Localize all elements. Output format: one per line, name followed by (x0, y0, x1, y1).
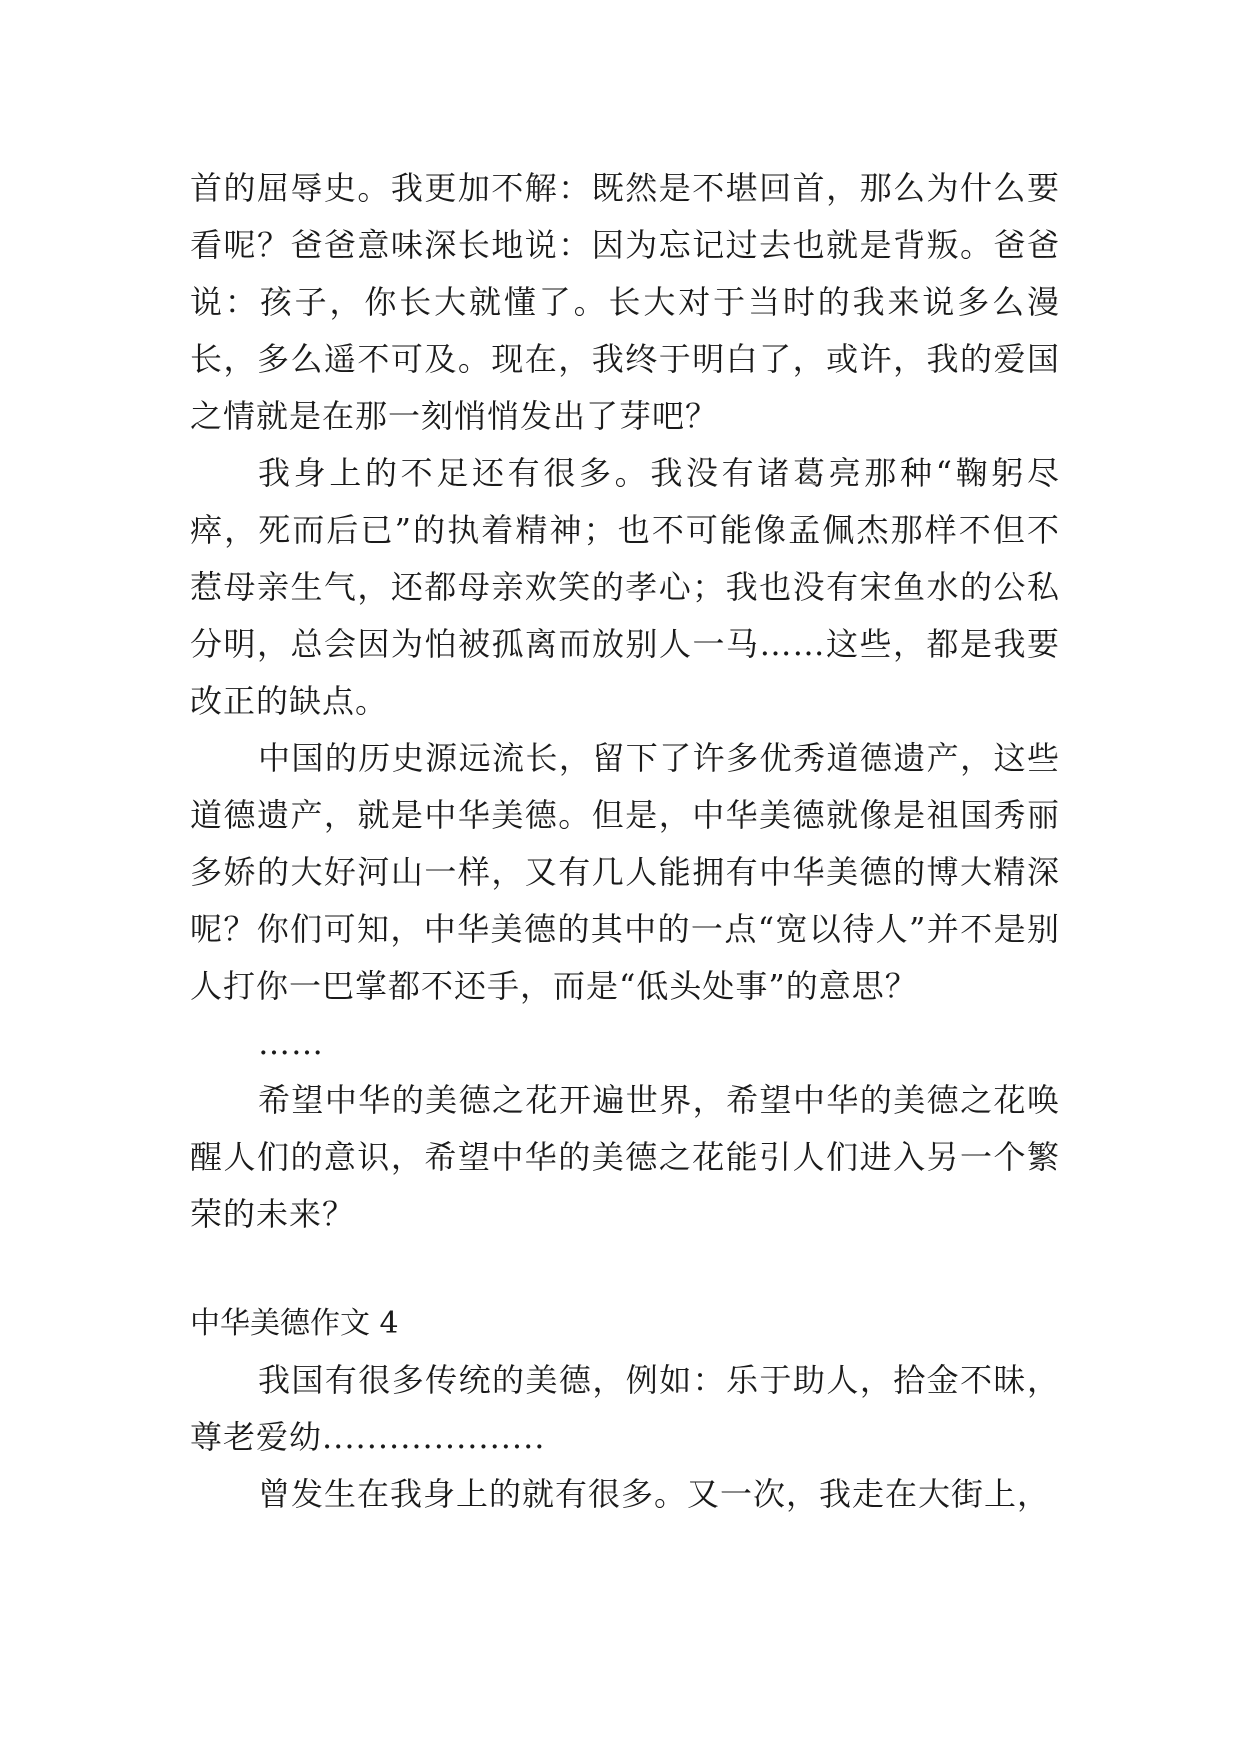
paragraph-hope: 希望中华的美德之花开遍世界，希望中华的美德之花唤醒人们的意识，希望中华的美德之花能引人们进入另一个繁荣的未来？ (190, 1081, 1060, 1233)
section-paragraph-story: 曾发生在我身上的就有很多。又一次，我走在大街上， (258, 1475, 1051, 1513)
section-title: 中华美德作文 4 (190, 1306, 399, 1341)
paragraph-shortcomings: 我身上的不足还有很多。我没有诸葛亮那种“鞠躬尽瘁，死而后已”的执着精神；也不可能像孟佩杰那样不但不惹母亲生气，还都母亲欢笑的孝心；我也没有宋鱼水的公私分明，总会因为怕被孤离而放别人一马……这些，都是我要改正的缺点。 (190, 454, 1060, 720)
paragraph-continued: 首的屈辱史。我更加不解：既然是不堪回首，那么为什么要看呢？爸爸意味深长地说：因为忘记过去也就是背叛。爸爸说：孩子，你长大就懂了。长大对于当时的我来说多么漫长，多么遥不可及。现在，我终于明白了，或许，我的爱国之情就是在那一刻悄悄发出了芽吧？ (190, 169, 1060, 435)
paragraph-ellipsis: …… (258, 1024, 324, 1062)
paragraph-history: 中国的历史源远流长，留下了许多优秀道德遗产，这些道德遗产，就是中华美德。但是，中华美德就像是祖国秀丽多娇的大好河山一样，又有几人能拥有中华美德的博大精深呢？你们可知，中华美德的其中的一点“宽以待人”并不是别人打你一巴掌都不还手，而是“低头处事”的意思？ (190, 739, 1060, 1005)
section-spacer (190, 1243, 1060, 1295)
document-body (190, 160, 1060, 1523)
section-paragraph-virtues: 我国有很多传统的美德，例如：乐于助人，拾金不昧，尊老爱幼.................... (190, 1361, 1060, 1456)
